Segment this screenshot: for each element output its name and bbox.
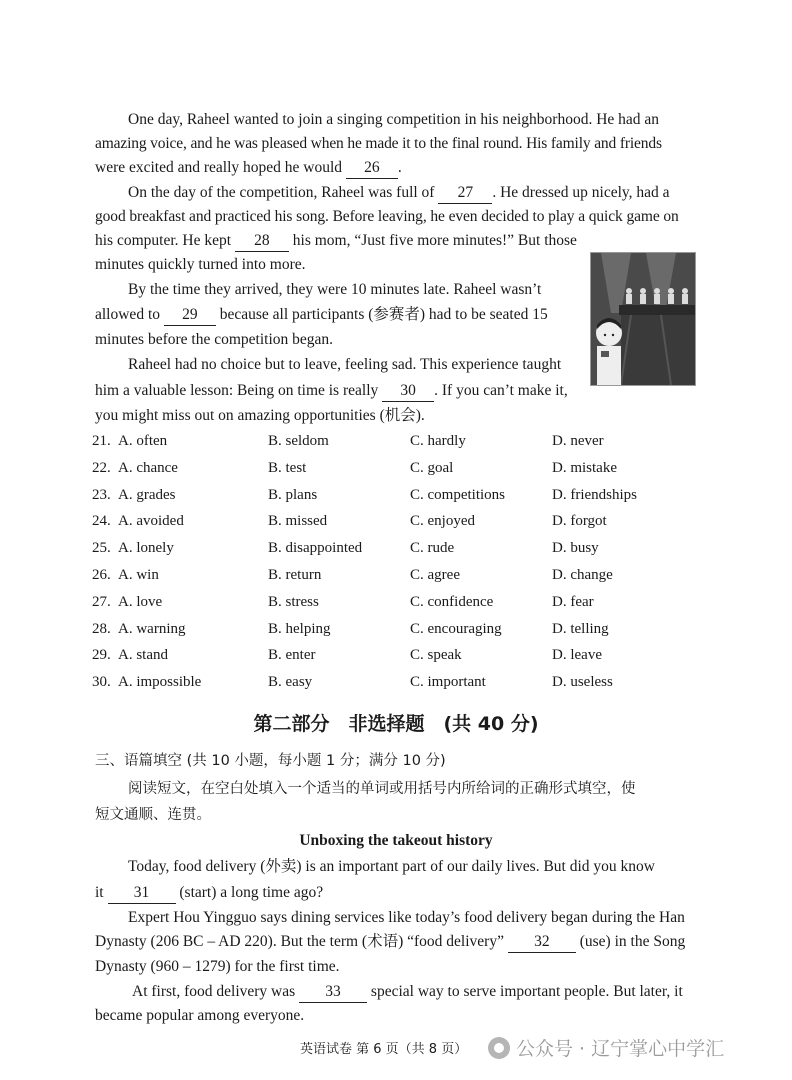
option-d: D. mistake [552,459,617,476]
question-number: 26. [92,567,111,583]
option-a: A. chance [118,459,178,476]
passage-text: Today, food delivery (外卖) is an important part of our daily lives. But did you know [128,858,655,875]
wechat-icon [488,1037,510,1059]
passage-line [95,406,425,426]
passage-line [95,158,402,179]
option-row [92,594,712,618]
passage-text: . If you can’t make it, [434,382,568,399]
passage-line [128,183,670,204]
passage-text: (start) a long time ago? [179,884,324,901]
option-a: A. warning [118,620,186,637]
passage-text: . He dressed up nicely, had a [492,184,670,201]
option-a: A. grades [118,486,176,503]
passage-line [132,982,683,1003]
passage-line [95,932,685,953]
question-number: 23. [92,486,111,503]
option-c: C. competitions [410,486,505,503]
passage-text: it [95,884,104,901]
question-number: 27. [92,593,111,610]
passage-text: special way to serve important people. But later, it [370,983,683,1000]
passage-text: amazing voice, and he was pleased when he made it to the final round. His family and friends [95,135,662,152]
option-row [92,487,712,511]
question-number: 30. [92,674,111,691]
watermark [488,1034,724,1061]
passage-text: . [397,159,402,176]
option-d: D. friendships [552,486,637,503]
option-d: D. forgot [552,513,607,530]
section3-instruction: 短文通顺、连贯。 [95,807,211,823]
question-number: 28. [92,620,111,637]
passage-text: Expert Hou Yingguo says dining services like today’s food delivery began during the Han [128,909,685,926]
option-d: D. leave [552,647,602,664]
passage-line [95,305,548,326]
option-a: A. win [118,567,159,583]
passage-line [95,381,568,402]
passage-text: him a valuable lesson: Being on time is really [95,382,379,399]
watermark-text: 公众号 · 辽宁掌心中学汇 [516,1038,725,1060]
blank-28: 28 [235,231,289,252]
passage-illustration [590,252,696,386]
passage-text: minutes before the competition began. [95,331,334,348]
option-c: C. rude [410,540,455,557]
option-a: A. love [118,593,163,610]
passage-line [95,134,662,154]
option-c: C. agree [410,567,460,583]
passage-text: At first, food delivery was [132,983,296,1000]
blank-29: 29 [164,305,216,326]
passage-line [95,231,577,252]
passage-text: became popular among everyone. [95,1007,305,1024]
passage-text: Raheel had no choice but to leave, feeling sad. This experience taught [128,356,562,373]
option-d: D. change [552,567,613,583]
option-row [92,621,712,645]
option-a: A. impossible [118,674,202,691]
option-a: A. stand [118,647,168,664]
blank-26: 26 [346,158,398,179]
blank-31: 31 [108,883,176,904]
passage-line [95,255,306,275]
option-c: C. speak [410,647,462,664]
option-b: B. disappointed [268,540,363,557]
section3-instruction: 阅读短文，在空白处填入一个适当的单词或用括号内所给词的正确形式填空，使 [128,781,636,797]
option-b: B. seldom [268,433,329,449]
passage-text: good breakfast and practiced his song. Before leaving, he even decided to play a quick game on [95,208,679,225]
question-number: 21. [92,433,111,449]
option-c: C. important [410,674,486,691]
question-number: 25. [92,540,111,557]
passage-text: Dynasty (206 BC – AD 220). But the term (术语) “food delivery” [95,933,504,950]
option-c: C. goal [410,459,454,476]
blank-27: 27 [438,183,492,204]
passage-text: One day, Raheel wanted to join a singing competition in his neighborhood. He had an [128,111,660,128]
passage-text: his mom, “Just five more minutes!” But those [292,232,577,249]
question-number: 29. [92,647,111,664]
option-c: C. hardly [410,433,466,449]
passage-text: Dynasty (960 – 1279) for the first time. [95,958,340,975]
passage-text: you might miss out on amazing opportunities (机会). [95,407,425,424]
option-row [92,674,712,698]
blank-32: 32 [508,932,576,953]
part2-title: 第二部分 非选择题 (共 40 分) [253,713,539,735]
option-d: D. telling [552,620,609,637]
passage-line [95,883,323,904]
option-b: B. plans [268,486,318,503]
option-row [92,567,712,591]
option-c: C. confidence [410,593,494,610]
option-b: B. missed [268,513,328,530]
passage-text: allowed to [95,306,160,323]
option-b: B. helping [268,620,331,637]
passage-line [128,110,659,130]
competition-scene-image [591,253,695,385]
section3-heading: 三、语篇填空 (共 10 小题，每小题 1 分；满分 10 分) [95,753,446,769]
passage-line [128,908,685,928]
option-row [92,433,712,457]
passage-text: minutes quickly turned into more. [95,256,306,273]
question-number: 24. [92,513,111,530]
option-d: D. fear [552,593,594,610]
passage-text: were excited and really hoped he would [95,159,343,176]
option-row [92,540,712,564]
option-a: A. often [118,433,168,449]
option-b: B. return [268,567,322,583]
passage-line [128,355,561,375]
blank-30: 30 [382,381,434,402]
option-c: C. encouraging [410,620,502,637]
option-b: B. enter [268,647,316,664]
passage-line [95,330,333,350]
option-b: B. test [268,459,307,476]
option-b: B. stress [268,593,319,610]
option-row [92,647,712,671]
option-c: C. enjoyed [410,513,475,530]
passage-text: By the time they arrived, they were 10 minutes late. Raheel wasn’t [128,281,542,298]
passage-line [128,857,655,877]
passage-line [95,957,340,977]
option-d: D. busy [552,540,599,557]
passage-line [95,207,679,227]
option-d: D. never [552,433,604,449]
passage-text: On the day of the competition, Raheel was full of [128,184,435,201]
passage-text: because all participants (参赛者) had to be seated 15 [219,306,548,323]
page-footer: 英语试卷 第 6 页（共 8 页） [300,1042,468,1057]
question-number: 22. [92,459,111,476]
passage2-title: Unboxing the takeout history [299,832,493,849]
passage-text: (use) in the Song [579,933,686,950]
option-a: A. lonely [118,540,174,557]
passage-line [128,280,541,300]
option-d: D. useless [552,674,613,691]
option-row [92,513,712,537]
passage-line [95,1006,304,1026]
passage-text: his computer. He kept [95,232,232,249]
option-b: B. easy [268,674,313,691]
blank-33: 33 [299,982,367,1003]
option-a: A. avoided [118,513,184,530]
option-row [92,460,712,484]
